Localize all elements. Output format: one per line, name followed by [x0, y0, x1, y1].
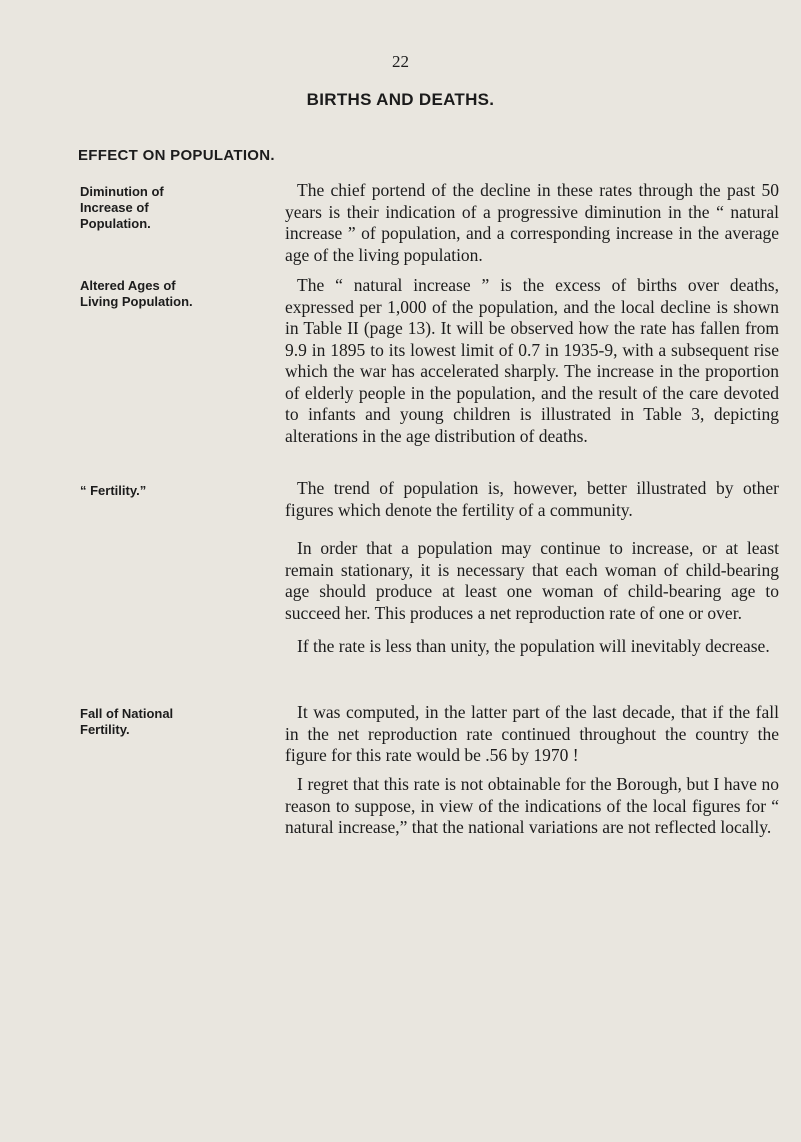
paragraph-order: In order that a population may continue to increase, or at least remain stationary, it is necessary that each woman of child-bearing age should produce at least one woman of child-bearing age to succeed her. This produces a net reproduction rate of one or over.: [285, 538, 779, 623]
section-heading: EFFECT ON POPULATION.: [78, 147, 275, 164]
paragraph-diminution: The chief portend of the decline in these rates through the past 50 years is their indication of a progressive diminution in the “ natural increase ” of population, and a corresponding increase in the average age of the living population.: [285, 180, 779, 265]
page-title: BIRTHS AND DEATHS.: [306, 90, 495, 109]
paragraph-computed: It was computed, in the latter part of the last decade, that if the fall in the net reproduction rate continued throughout the country the figure for this rate would be .56 by 1970 !: [285, 702, 779, 765]
side-label-fertility: “ Fertility.”: [80, 483, 147, 498]
paragraph-natural-increase: The “ natural increase ” is the excess of births over deaths, expressed per 1,000 of the population, and the local decline is shown in Table II (page 13). It will be observed how the rate has fallen from 9.9 in 1895 to its lowest limit of 0.7 in 1935-9, with a subsequent rise which the war has accelerated sharply. The increase in the proportion of elderly people in the population, and the result of the care devoted to infants and young children is illustrated in Table 3, depicting alterations in the age distribution of deaths.: [285, 275, 779, 446]
paragraph-trend: The trend of population is, however, better illustrated by other figures which denote the fertility of a community.: [285, 478, 779, 520]
side-label-altered-ages: Altered Ages of Living Population.: [80, 278, 193, 309]
paragraph-regret: I regret that this rate is not obtainable for the Borough, but I have no reason to suppose, in view of the indications of the local figures for “ natural increase,” that the national variations are not reflected locally.: [285, 774, 779, 837]
paragraph-unity: If the rate is less than unity, the population will inevitably decrease.: [297, 636, 770, 656]
page-number: 22: [392, 52, 409, 71]
side-label-fall: Fall of National Fertility.: [80, 706, 174, 737]
side-label-diminution: Diminution of Increase of Population.: [80, 184, 164, 231]
